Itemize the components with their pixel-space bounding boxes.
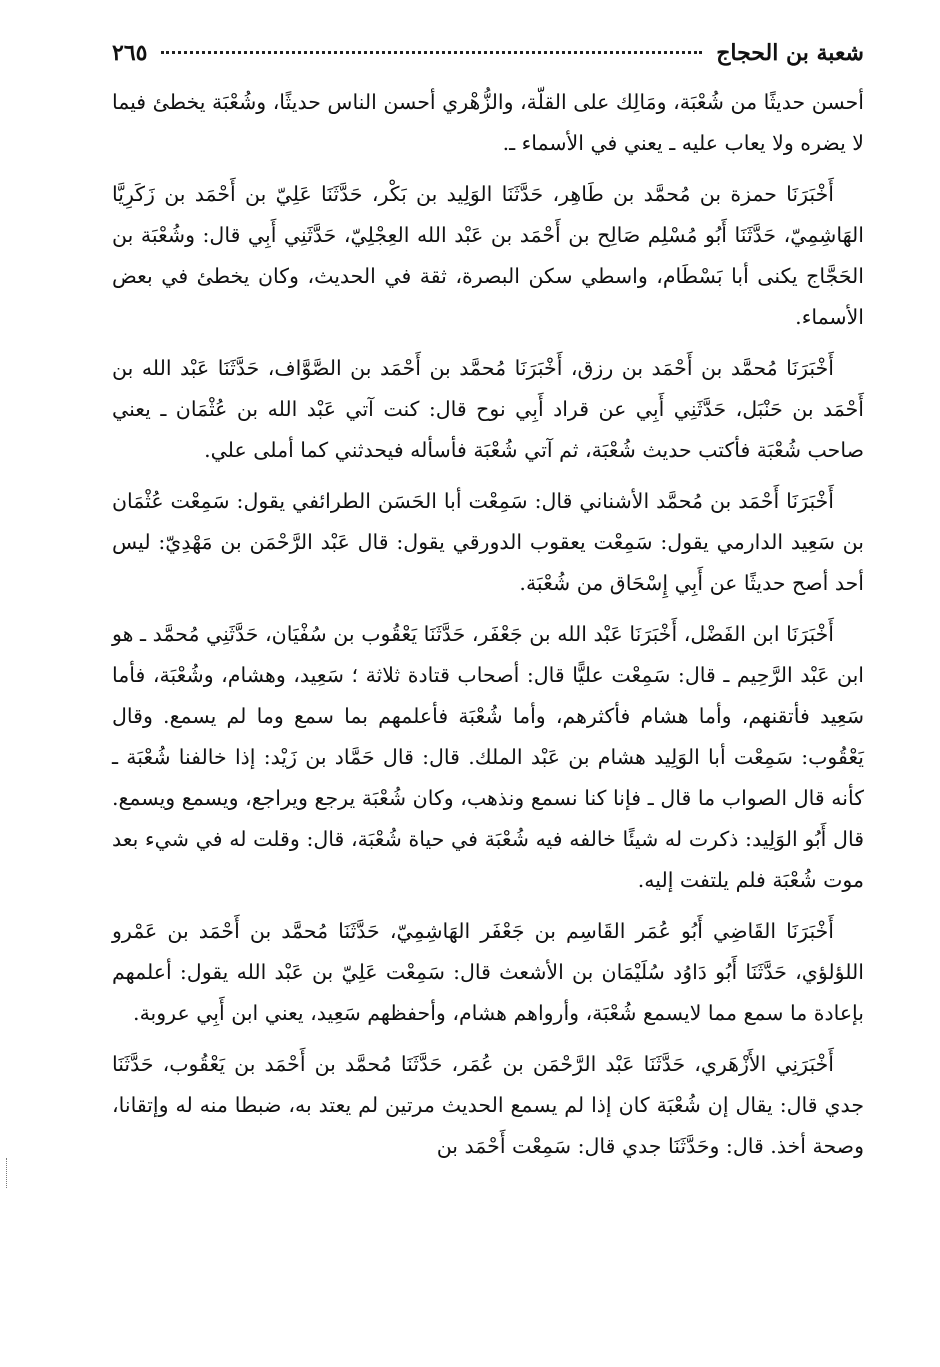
paragraph-1: أحسن حديثًا من شُعْبَة، ومَالِك على القلّة، والزُّهْري أحسن الناس حديثًا، وشُعْبَة يخطئ فيما لا يضره ولا يعاب عليه ـ يعني في الأسماء ـ. bbox=[112, 90, 864, 155]
paragraph-4: أَخْبَرَنَا أَحْمَد بن مُحمَّد الأشناني قال: سَمِعْت أبا الحَسَن الطرائفي يقول: سَمِعْت عُثْمَان بن سَعِيد الدارمي يقول: سَمِعْت يعقوب الدورقي يقول: قال عَبْد الرَّحْمَن بن مَهْدِيّ: ليس أحد أصح حديثًا عن أَبِي إِسْحَاق من شُعْبَة. bbox=[112, 489, 864, 595]
paragraph-7: أَخْبَرَنِي الأَزْهَري، حَدَّثَنَا عَبْد الرَّحْمَن بن عُمَر، حَدَّثَنَا مُحمَّد بن أَحْمَد بن يَعْقُوب، حَدَّثَنَا جدي قال: يقال إن شُعْبَة كان إذا لم يسمع الحديث مرتين لم يعتد به، ضبطا منه له وإتقانا، وصحة أخذ. قال: وحَدَّثَنَا جدي قال: سَمِعْت أَحْمَد بن bbox=[112, 1052, 864, 1158]
running-title: شعبة بن الحجاج bbox=[716, 40, 864, 66]
paragraph-3: أَخْبَرَنَا مُحمَّد بن أَحْمَد بن رزق، أَخْبَرَنَا مُحمَّد بن أَحْمَد بن الصَّوَّاف، حَدَّثَنَا عَبْد الله بن أَحْمَد بن حَنْبَل، حَدَّثَنِي أَبِي عن قراد أَبِي نوح قال: كنت آتي عَبْد الله بن عُثْمَان ـ يعني صاحب شُعْبَة فأكتب حديث شُعْبَة، ثم آتي شُعْبَة فأسأله فيحدثني كما أملى علي. bbox=[112, 356, 864, 462]
paragraph-5: أَخْبَرَنَا ابن الفَضْل، أَخْبَرَنَا عَبْد الله بن جَعْفَر، حَدَّثَنَا يَعْقُوب بن سُفْيَان، حَدَّثَنِي مُحمَّد ـ هو ابن عَبْد الرَّحِيم ـ قال: سَمِعْت عليًّا قال: أصحاب قتادة ثلاثة ؛ سَعِيد، وهشام، وشُعْبَة، فأما سَعِيد فأتقنهم، وأما هشام فأكثرهم، وأما شُعْبَة فأعلمهم بما سمع وما لم يسمع. وقال يَعْقُوب: سَمِعْت أبا الوَلِيد هشام بن عَبْد الملك. قال: قال حَمَّاد بن زَيْد: إذا خالفنا شُعْبَة ـ كأنه قال الصواب ما قال ـ فإنا كنا نسمع ونذهب، وكان شُعْبَة يرجع ويراجع، ويسمع ويسمع. قال أَبُو الوَلِيد: ذكرت له شيئًا خالفه فيه شُعْبَة في حياة شُعْبَة، قال: وقلت له في شيء بعد موت شُعْبَة فلم يلتفت إليه. bbox=[112, 622, 865, 892]
paragraph-6: أَخْبَرَنَا القَاضِي أَبُو عُمَر القَاسِم بن جَعْفَر الهَاشِمِيّ، حَدَّثَنَا مُحمَّد بن أَحْمَد بن عَمْرو اللؤلؤي، حَدَّثَنَا أَبُو دَاوُد سُلَيْمَان بن الأشعث قال: سَمِعْت عَلِيّ بن عَبْد الله يقول: أعلمهم بإعادة ما سمع مما لايسمع شُعْبَة، وأرواهم هشام، وأحفظهم سَعِيد، يعني ابن أَبِي عروبة. bbox=[112, 919, 864, 1025]
book-page bbox=[112, 40, 864, 1340]
page-header bbox=[112, 40, 864, 82]
scan-margin-mark bbox=[6, 1158, 11, 1188]
paragraph-2: أَخْبَرَنَا حمزة بن مُحمَّد بن طَاهِر، حَدَّثَنَا الوَلِيد بن بَكْر، حَدَّثَنَا عَلِيّ بن أَحْمَد بن زَكَرِيَّا الهَاشِمِيّ، حَدَّثَنَا أَبُو مُسْلِم صَالِح بن أَحْمَد بن عَبْد الله العِجْلِيّ، حَدَّثَنِي أَبِي قال: وشُعْبَة بن الحَجَّاج يكنى أبا بَسْطَام، واسطي سكن البصرة، ثقة في الحديث، وكان يخطئ في بعض الأسماء. bbox=[112, 182, 864, 329]
dotted-leader bbox=[161, 51, 702, 54]
page-number: ٢٦٥ bbox=[112, 40, 148, 66]
page-body bbox=[112, 82, 864, 1167]
